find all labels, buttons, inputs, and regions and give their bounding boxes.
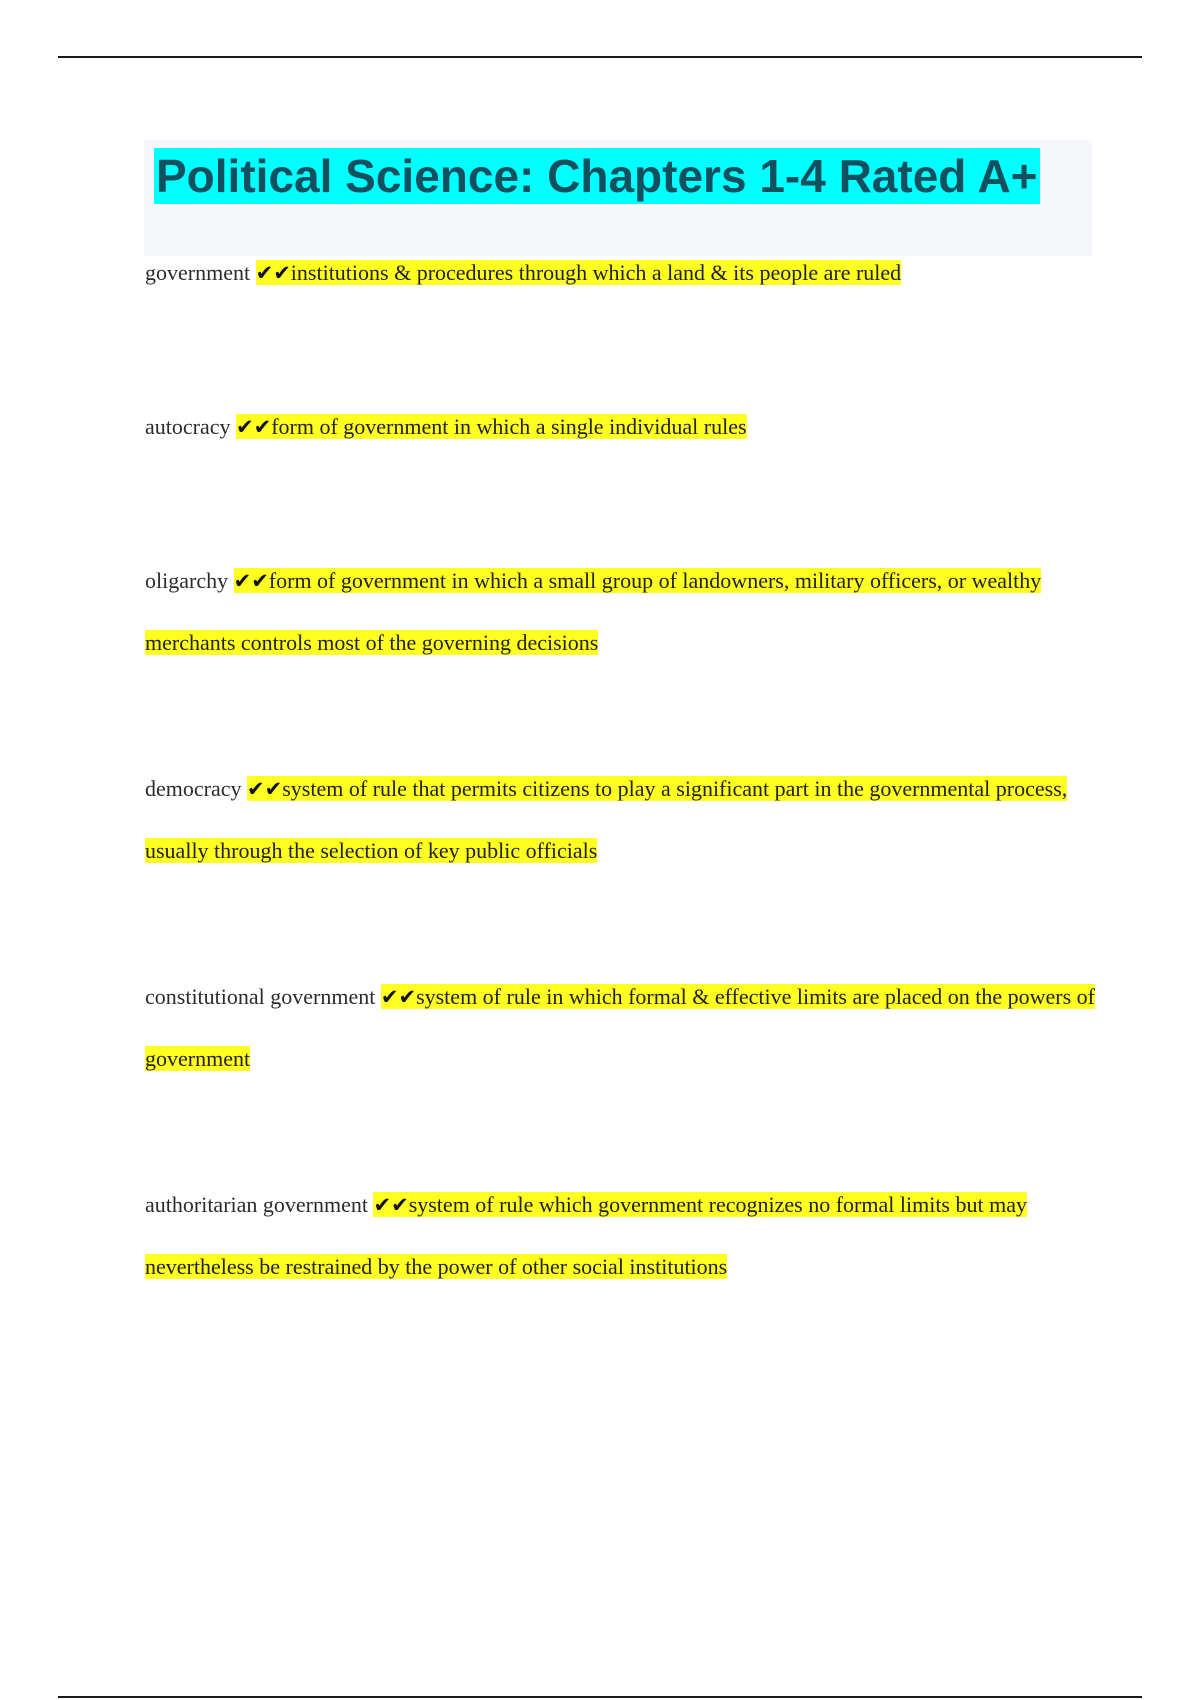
double-check-icon: ✔✔ xyxy=(255,261,291,285)
top-rule xyxy=(58,56,1142,58)
entry-term: democracy xyxy=(145,776,242,801)
entry-definition: institutions & procedures through which a land & its people are ruled xyxy=(290,260,902,285)
entry-definition-highlight xyxy=(145,776,1067,863)
double-check-icon: ✔✔ xyxy=(247,777,283,801)
entry-term: autocracy xyxy=(145,414,231,439)
entry-definition-highlight xyxy=(236,414,747,439)
entry-oligarchy xyxy=(145,550,1095,673)
entry-definition: system of rule in which formal & effective limits are placed on the powers of government xyxy=(145,984,1096,1071)
entry-definition: system of rule that permits citizens to play a significant part in the governmental process, usually through the selection of key public officials xyxy=(145,776,1068,863)
entry-democracy xyxy=(145,758,1095,881)
entry-definition: system of rule which government recognizes no formal limits but may nevertheless be restrained by the power of other social institutions xyxy=(145,1192,1027,1279)
document-title: Political Science: Chapters 1-4 Rated A+ xyxy=(156,150,1038,202)
double-check-icon: ✔✔ xyxy=(373,1193,409,1217)
entry-term: authoritarian government xyxy=(145,1192,368,1217)
bottom-rule xyxy=(58,1696,1142,1698)
entry-constitutional-government xyxy=(145,966,1095,1089)
double-check-icon: ✔✔ xyxy=(236,415,272,439)
entry-government xyxy=(145,242,1095,304)
entry-autocracy xyxy=(145,396,1095,458)
entry-authoritarian-government xyxy=(145,1174,1095,1297)
entry-definition-highlight xyxy=(256,260,902,285)
double-check-icon: ✔✔ xyxy=(380,985,417,1009)
entry-definition: form of government in which a small group of landowners, military officers, or wealthy merchants controls most of the governing decisions xyxy=(145,568,1042,655)
entry-term: constitutional government xyxy=(145,984,376,1009)
entry-definition: form of government in which a single individual rules xyxy=(271,414,747,439)
entry-term: oligarchy xyxy=(145,568,229,593)
entry-definition-highlight xyxy=(145,568,1041,655)
double-check-icon: ✔✔ xyxy=(233,569,269,593)
entry-term: government xyxy=(145,260,251,285)
